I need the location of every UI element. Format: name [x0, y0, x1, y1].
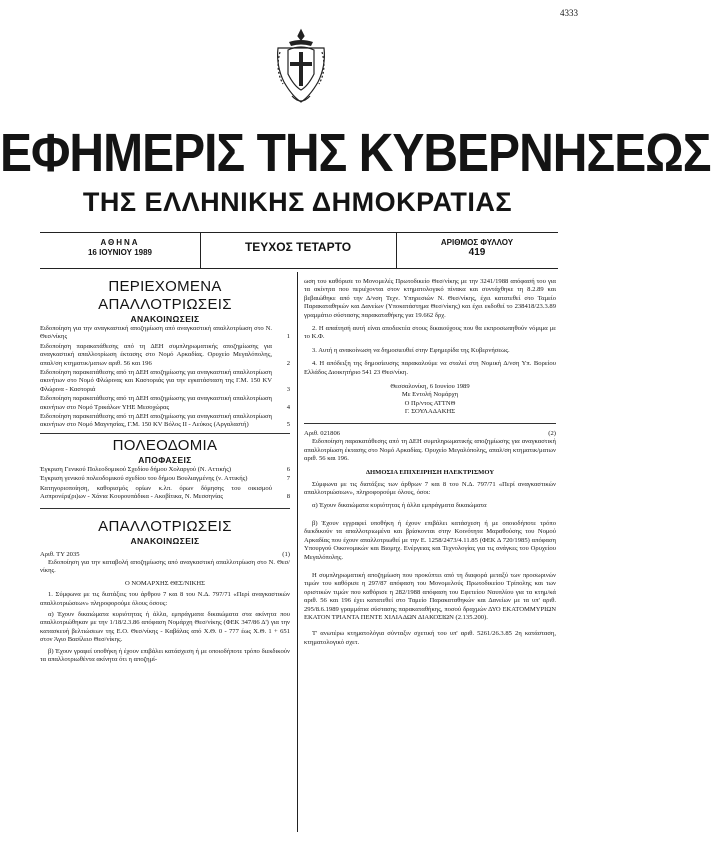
toc-entry	[40, 325, 290, 342]
section-announcements-subheading-2: ΑΝΑΚΟΙΝΩΣΕΙΣ	[130, 535, 200, 546]
announcement-title: Ειδοποίηση για την καταβολή αποζημίωσης από αναγκαστική απαλλοτρίωση στο Ν. Θεσ/νίκης.	[40, 558, 290, 575]
paragraph-continued: ωση του καθόρισε το Μονομελές Πρωτοδικείο Θεσ/νίκης με την 3241/1988 απόφασή του για τα ακίνητα που περιέχονται στον κτηματολογικό πίνακα και συντάχθηκε τη 8.2.89 και βεβαιώθηκε από την Δ/νση Τεχν. Υπηρεσιών Ν. Θεσ/νίκης, έχει κατατεθεί στο Ταμείο Παρακαταθηκών και Δανείων (Υποκατάστημα Θεσ/νίκης) και έχει εκδοθεί το 238418/23.3.89 γραμμάτιο σύστασης παρακαταθήκης για 19.662 δρχ.	[304, 278, 556, 319]
toc-entry-text: Ειδοποίηση παρακατάθεσης από τη ΔΕΗ αποζημίωσης για αναγκαστική απαλλοτρίωση ακινήτων στο Νομό Φλώρινας και Καστοριάς για την εγκατάσταση της Γ.Μ. 150 KV Φλώρινα - Καστοριά	[40, 369, 272, 393]
toc-entry-text: Κατηγοριοποίηση, καθορισμός ορίων κ.λπ. όρων δόμησης του οικισμού Ασπρονέρι(ρι)ων - Χάνια Κουρουπάδικα - Ακοβίτικα, Ν. Μεσσηνίας	[40, 484, 272, 501]
toc-entry-page: 7	[286, 475, 290, 483]
announcement-2-number-row	[304, 430, 556, 438]
toc-expropriations	[40, 325, 290, 430]
toc-entry	[40, 413, 290, 430]
toc-entry-text: Ειδοποίηση για την αναγκαστική αποζημίωση από αναγκαστική απαλλοτρίωση στο Ν. Θεσ/νίκης	[40, 325, 272, 341]
toc-entry	[40, 369, 290, 394]
header-city-date	[40, 238, 200, 258]
toc-entry-text: Ειδοποίηση παρακατάθεσης από τη ΔΕΗ συμπληρωματικής αποζημίωσης για αναγκαστική απαλλοτρίωση έκτασης στο Νομό Αρκαδίας. Ορυχείο Μεγαλόπολης, απαλ/ση κτηματικ/ματων αριθ. 56 και 196	[40, 342, 272, 367]
section-announcements-subheading: ΑΝΑΚΟΙΝΩΣΕΙΣ	[130, 314, 200, 324]
toc-urban-planning	[40, 466, 290, 502]
column-divider	[297, 272, 298, 832]
announcement-2-paragraph-c: Η συμπληρωματική αποζημίωση που προκύπτει από τη διαφορά μεταξύ των προσωρινών τιμών του καθόρισε η 297/87 απόφαση του Μονομελούς Πρωτοδικείου Τρίπολης και των οριστικών τιμών που καθόρισε η 282/1988 απόφαση του Εφετείου Ναυπλίου για τα κτημ/κά αριθ. 56 και 196 έχει κατατεθεί στο Ταμείο Παρακαταθηκών και Δανείων με τα υπ' αριθ. 295/8.6.1989 γραμμάτια σύστασης παρακαταθήκης, ποσού δραχμών ΔΥΟ ΕΚΑΤΟΜΜΥΡΙΩΝ ΕΚΑΤΟΝ ΤΡΙΑΝΤΑ ΠΕΝΤΕ ΧΙΛΙΑΔΩΝ ΔΙΑΚΟΣΙΩΝ (2.135.200).	[304, 571, 556, 621]
section-urban-planning-heading: ΠΟΛΕΟΔΟΜΙΑ	[112, 436, 218, 454]
company-heading: ΔΗΜΟΣΙΑ ΕΠΙΧΕΙΡΗΣΗ ΗΛΕΚΤΡΙΣΜΟΥ	[365, 469, 495, 477]
greek-coat-of-arms-emblem	[274, 26, 328, 110]
toc-entry-page: 6	[286, 465, 290, 473]
toc-entry	[40, 485, 290, 502]
newspaper-subtitle: ΤΗΣ ΕΛΛΗΝΙΚΗΣ ΔΗΜΟΚΡΑΤΙΑΣ	[82, 187, 513, 217]
nomarch-heading: Ο ΝΟΜΑΡΧΗΣ ΘΕΣ/ΝΙΚΗΣ	[124, 579, 205, 587]
section-expropriations-heading: ΑΠΑΛΛΟΤΡΙΩΣΕΙΣ	[98, 296, 232, 313]
toc-entry-page: 4	[286, 403, 290, 411]
toc-entry-page: 8	[286, 493, 290, 501]
header-city: ΑΘΗΝΑ	[100, 238, 140, 247]
announcement-2-last: Τ' ανωτέρω κτηματολόγια σύνταξιν σχετική του υπ' αριθ. 5261/26.3.85 2η κατάσταση, κτηματολογικό σχετ.	[304, 630, 556, 646]
toc-entry-page: 2	[286, 359, 290, 367]
contents-heading: ΠΕΡΙΕΧΟΜΕΝΑ	[108, 278, 222, 295]
paragraph-3: 3. Αυτή η ανακοίνωση να δημοσιευθεί στην Εφημερίδα της Κυβερνήσεως.	[312, 346, 510, 354]
toc-entry-text: Έγκριση Γενικού Πολεοδομικού Σχεδίου δήμου Χολαργού (Ν. Αττικής)	[40, 465, 232, 473]
body-paragraph: α) Έχουν δικαιώματα κυριότητας ή άλλα, εμπράγματα δικαιώματα στα ακίνητα που απαλλοτριώθηκαν με την 1/18/2.3.86 απόφαση Νομάρχη Θεσ/νίκης (ΦΕΚ 347/86 Δ') για την κατασκευή βελτιώσεων της Ε.Ο. Θεσ/νίκης - Καβάλας από Χ.Θ. 0 - 777 έως Χ.Θ. 1 + 651 στον Άγιο Βασίλειο Θεσ/νίκης.	[40, 610, 290, 644]
toc-entry	[40, 343, 290, 368]
section-rule	[304, 423, 556, 424]
toc-entry-text: Έγκριση γενικού πολεοδομικού σχεδίου του δήμου Βουλιαγμένης (ν. Αττικής)	[40, 475, 248, 483]
toc-entry	[40, 466, 290, 474]
signature-place-date: Θεσσαλονίκη, 6 Ιουνίου 1989	[390, 383, 470, 391]
toc-entry-page: 3	[286, 385, 290, 393]
paragraph-2: 2. Η απαίτησή αυτή είναι αποδεκτέα στους δικαιούχους που θα εκπροσωπηθούν νόμιμα με το Κ.Φ.	[304, 325, 556, 341]
header-date: 16 ΙΟΥΝΙΟΥ 1989	[87, 248, 153, 257]
signature-line-2: Ο Πρ/ντος ΑΤΤΝΘ	[404, 399, 456, 407]
header-sheet-number: 419	[468, 247, 486, 258]
announcement-2-index: (2)	[548, 429, 556, 437]
section-rule	[40, 508, 290, 509]
toc-entry-page: 5	[286, 421, 290, 429]
signature-name: Γ. ΣΟΥΛΑΔΑΚΗΣ	[404, 408, 456, 416]
announcement-number-row	[40, 551, 290, 559]
body-paragraph: β) Έχουν γραφεί υποθήκη ή έχουν επιβάλει κατάσχεση ή με οποιοδήποτε τρόπο διεκδικούν τα απαλλοτριωθέντα ακίνητα ότι η αποζημί-	[40, 647, 290, 663]
announcement-2-item-b: β) Έχουν εγγραφεί υποθήκη ή έχουν επιβάλει κατάσχεση ή με οποιοδήποτε τρόπο διεκδικούν τα απαλλοτριωμένα και βρίσκονται στην Κοινότητα Μαραθούσης του Νομού Αρκαδίας που έχουν απαλλοτριωθεί με την Ε. 1258/2473/4.11.85 (ΦΕΚ Δ 720/1985) απόφαση Υπουργού Οικονομικών και Βιομηχ. Ενέργειας και Τεχνολογίας για τις ανάγκες του Ορυχείου Μεγαλόπολης.	[304, 519, 556, 561]
signature-line-1: Με Εντολή Νομάρχη	[401, 391, 459, 399]
section-decisions-subheading: ΑΠΟΦΑΣΕΙΣ	[138, 454, 192, 465]
toc-entry-text: Ειδοποίηση παρακατάθεσης από τη ΔΕΗ αποζημίωσης για αναγκαστική απαλλοτρίωση ακινήτων στο Νομό Τρικάλων ΥΗΕ Μεσοχώρας	[40, 395, 272, 411]
announcement-index: (1)	[282, 550, 290, 558]
announcement-2-number: Αριθ. 021806	[304, 429, 341, 437]
toc-entry	[40, 395, 290, 412]
header-issue: ΤΕΥΧΟΣ ΤΕΤΑΡΤΟ	[244, 240, 352, 254]
header-sheet-label: ΑΡΙΘΜΟΣ ΦΥΛΛΟΥ	[440, 238, 514, 247]
header-top-rule	[40, 232, 558, 233]
body-paragraph: 1. Σύμφωνα με τις διατάξεις του άρθρου 7 και 8 του Ν.Δ. 797/71 «Περί αναγκαστικών απαλλοτριώσεων» πληροφορούμε όλους όσους:	[40, 591, 290, 607]
announcement-2-title: Ειδοποίηση παρακατάθεσης από τη ΔΕΗ συμπληρωματικής αποζημίωσης για αναγκαστική απαλλοτρίωση έκτασης στο Νομό Αρκαδίας. Ορυχείο Μεγαλόπολης, απαλ/ση κτηματικ/ματων αριθ. 56 και 196.	[304, 438, 556, 462]
section-expropriations-heading-2: ΑΠΑΛΛΟΤΡΙΩΣΕΙΣ	[98, 517, 232, 535]
right-column	[304, 278, 556, 647]
announcement-number: Αριθ. ΤΥ 2035	[40, 550, 80, 558]
newspaper-title: ΕΦΗΜΕΡΙΣ ΤΗΣ ΚΥΒΕΡΝΗΣΕΩΣ	[0, 123, 711, 184]
left-column	[40, 278, 290, 664]
toc-entry-text: Ειδοποίηση παρακατάθεσης από τη ΔΕΗ αποζημίωσης για αναγκαστική απαλλοτρίωση ακινήτων στο Νομό Μαγνησίας, Γ.Μ. 150 KV Βόλος ΙΙ - Λεύκος (Αργαλαστή)	[40, 413, 272, 429]
paragraph-4: 4. Η απόδειξη της δημοσίευσης παρακαλούμε να σταλεί στη Νομική Δ/νση Υπ. Βορείου Ελλάδος Διοικητήριο 541 23 Θεσ/νίκη.	[304, 360, 556, 376]
header-sheet	[396, 238, 558, 258]
page-number: 4333	[560, 8, 578, 18]
announcement-2-item-a: α) Έχουν δικαιώματα κυριότητας ή άλλα εμπράγματα δικαιώματα	[312, 501, 487, 509]
header-bottom-rule	[40, 268, 558, 269]
toc-entry-page: 1	[286, 333, 290, 341]
toc-entry	[40, 475, 290, 483]
announcement-body	[40, 591, 290, 664]
announcement-2-intro: Σύμφωνα με τις διατάξεις των άρθρων 7 και 8 του Ν.Δ. 797/71 «Περί αναγκαστικών απαλλοτριώσεων», πληροφορούμε όλους, όσοι:	[304, 480, 556, 497]
section-rule	[40, 433, 290, 434]
